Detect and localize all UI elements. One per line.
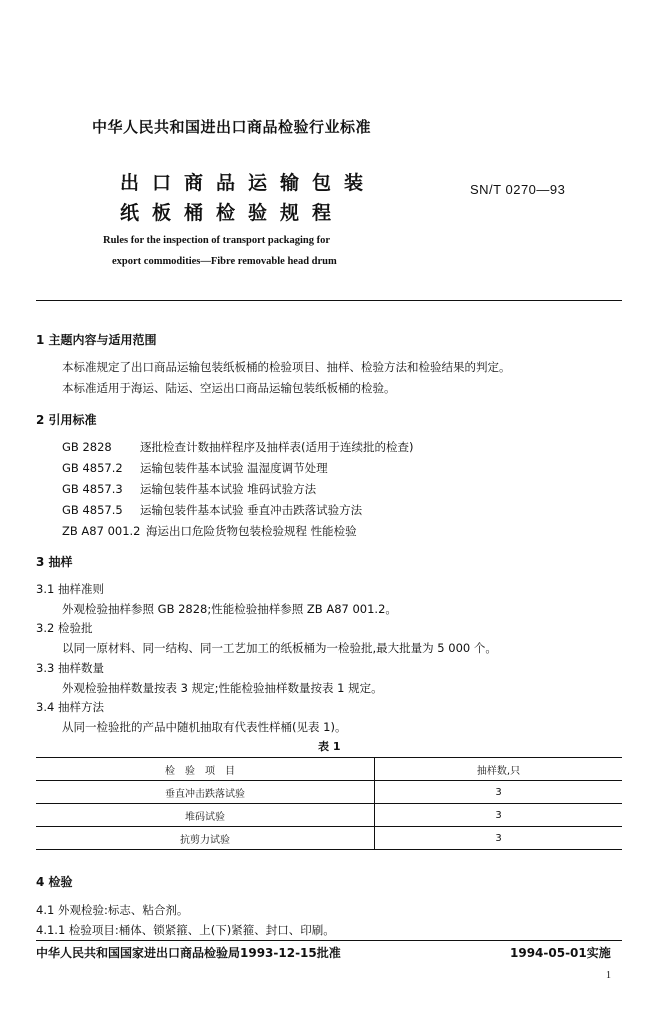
section-3-3-heading: 3.3 抽样数量 [36, 661, 104, 675]
reference-title: 海运出口危险货物包装检验规程 性能检验 [146, 524, 357, 538]
english-title-line1: Rules for the inspection of transport packaging for [103, 235, 331, 246]
reference-title: 运输包装件基本试验 堆码试验方法 [140, 482, 317, 496]
table-row [36, 804, 622, 827]
reference-item [62, 460, 328, 476]
table-cell-count: 3 [495, 809, 502, 821]
reference-item [62, 481, 316, 497]
reference-code: ZB A87 001.2 [62, 524, 141, 538]
section-4-heading: 4 检验 [36, 875, 73, 889]
industry-standard-title: 中华人民共和国进出口商品检验行业标准 [92, 118, 372, 136]
footer-divider [36, 940, 622, 941]
reference-item [62, 502, 362, 518]
sampling-table [36, 757, 622, 850]
section-1-heading: 1 主题内容与适用范围 [36, 333, 157, 347]
reference-item [62, 523, 357, 539]
section-2-heading: 2 引用标准 [36, 413, 97, 427]
english-title-line2: export commodities—Fibre removable head drum [112, 256, 337, 267]
section-3-2-text: 以同一原材料、同一结构、同一工艺加工的纸板桶为一检验批,最大批量为 5 000 个。 [62, 641, 497, 655]
table-row [36, 827, 622, 850]
section-3-4-text: 从同一检验批的产品中随机抽取有代表性样桶(见表 1)。 [62, 720, 347, 734]
reference-code: GB 2828 [62, 440, 112, 454]
reference-item [62, 439, 413, 455]
page-number: 1 [606, 970, 611, 981]
table-cell-item: 堆码试验 [36, 804, 375, 827]
standard-number: SN/T 0270—93 [470, 182, 566, 197]
section-1-paragraph-2: 本标准适用于海运、陆运、空运出口商品运输包装纸板桶的检验。 [62, 381, 396, 395]
section-3-1-text: 外观检验抽样参照 GB 2828;性能检验抽样参照 ZB A87 001.2。 [62, 602, 397, 616]
table-cell-count: 3 [495, 832, 502, 844]
section-3-1-heading: 3.1 抽样准则 [36, 582, 104, 596]
table-header-count: 抽样数,只 [476, 765, 521, 777]
section-3-2-heading: 3.2 检验批 [36, 621, 93, 635]
section-3-3-text: 外观检验抽样数量按表 3 规定;性能检验抽样数量按表 1 规定。 [62, 681, 383, 695]
document-title-line1: 出口商品运输包装 [120, 172, 377, 194]
section-4-1-1-text: 4.1.1 检验项目:桶体、锁紧箍、上(下)紧箍、封口、印刷。 [36, 923, 335, 937]
table-header-row [36, 758, 622, 781]
header-divider [36, 300, 622, 301]
table-1-label: 表 1 [318, 740, 341, 753]
approval-statement: 中华人民共和国国家进出口商品检验局1993-12-15批准 [36, 946, 341, 960]
reference-title: 逐批检查计数抽样程序及抽样表(适用于连续批的检查) [140, 440, 414, 454]
section-4-1-text: 4.1 外观检验:标志、粘合剂。 [36, 903, 189, 917]
section-3-heading: 3 抽样 [36, 555, 73, 569]
document-title-line2: 纸板桶检验规程 [120, 202, 345, 224]
table-cell-item: 垂直冲击跌落试验 [36, 781, 375, 804]
table-cell-item: 抗剪力试验 [36, 827, 375, 850]
reference-code: GB 4857.2 [62, 461, 123, 475]
reference-title: 运输包装件基本试验 温湿度调节处理 [140, 461, 328, 475]
table-row [36, 781, 622, 804]
reference-code: GB 4857.3 [62, 482, 123, 496]
section-3-4-heading: 3.4 抽样方法 [36, 700, 104, 714]
section-1-paragraph-1: 本标准规定了出口商品运输包装纸板桶的检验项目、抽样、检验方法和检验结果的判定。 [62, 360, 511, 374]
effective-date: 1994-05-01实施 [510, 946, 611, 960]
table-cell-count: 3 [495, 786, 502, 798]
reference-title: 运输包装件基本试验 垂直冲击跌落试验方法 [140, 503, 363, 517]
table-header-item: 检验项目 [36, 758, 375, 781]
reference-code: GB 4857.5 [62, 503, 123, 517]
